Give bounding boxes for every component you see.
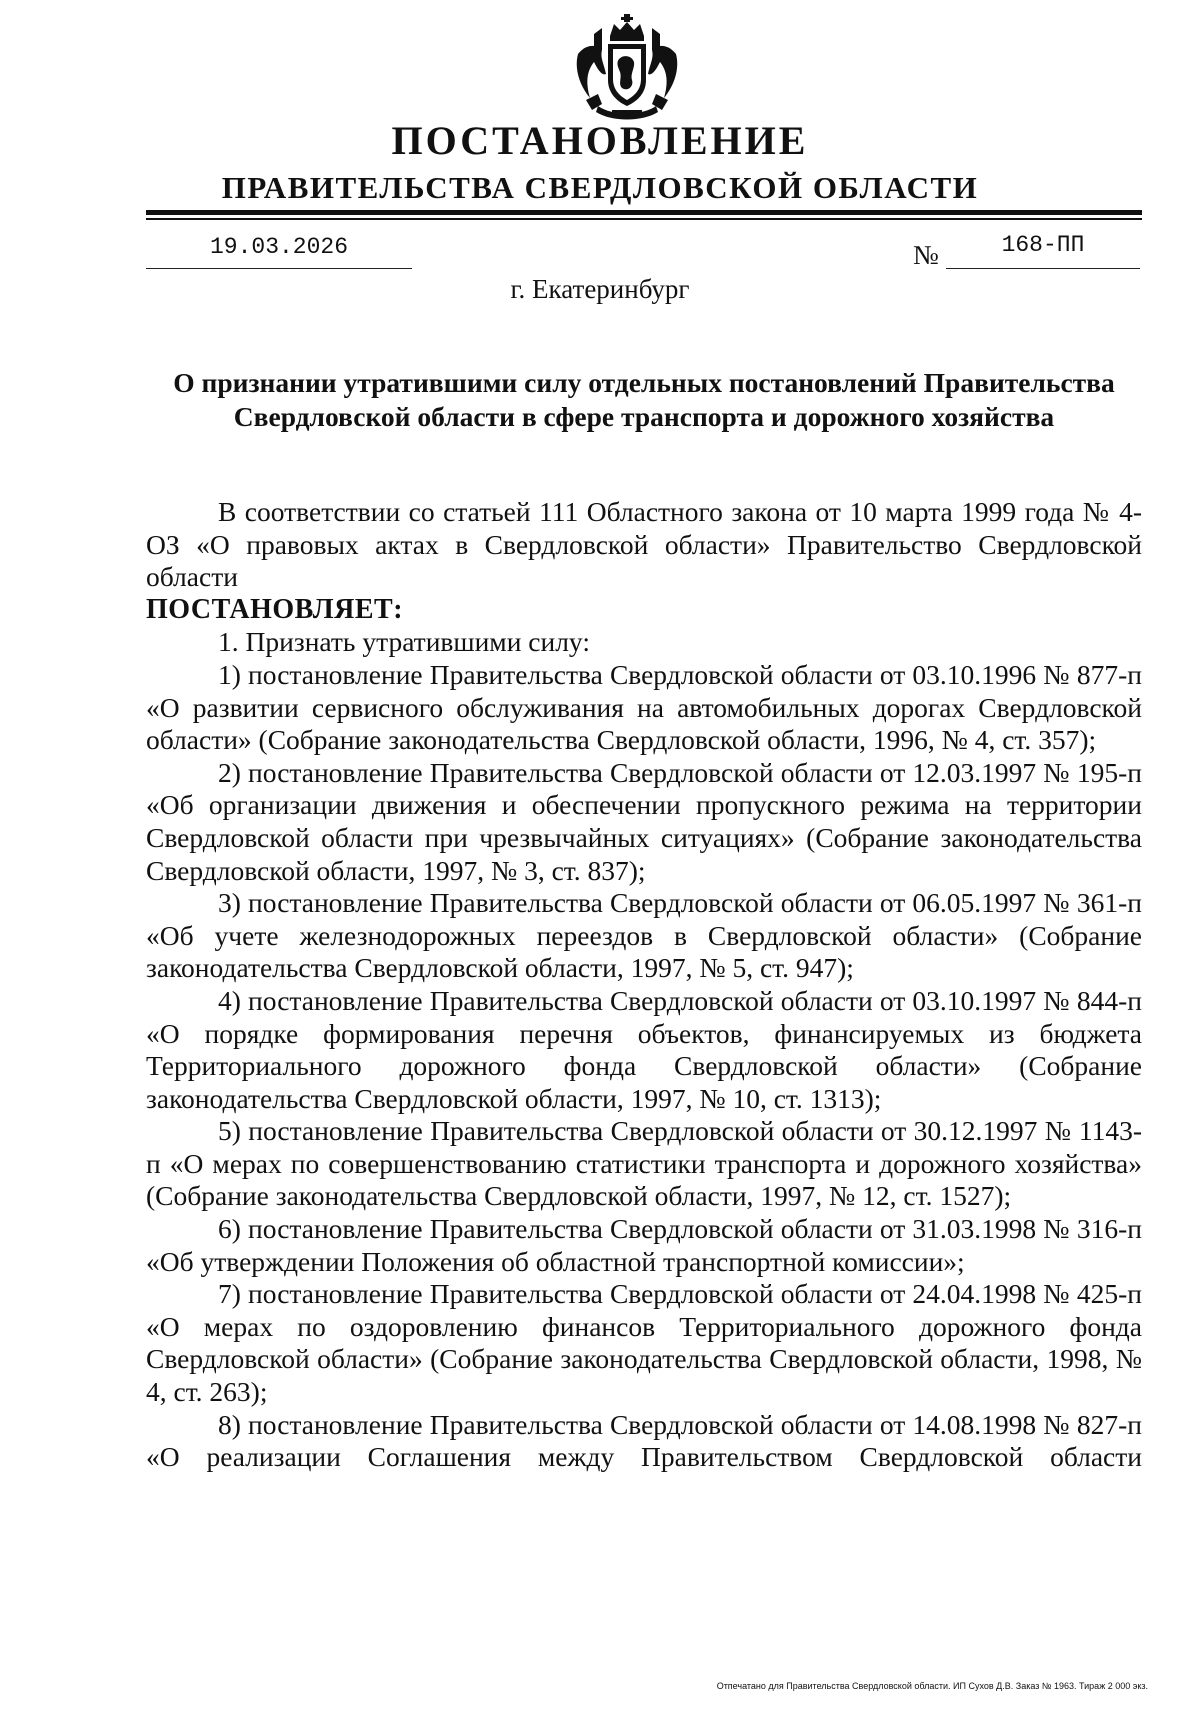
number-sign: №	[913, 240, 939, 270]
header-divider-thin	[146, 218, 1142, 220]
document-city: г. Екатеринбург	[510, 274, 690, 304]
document-kind: ПОСТАНОВЛЕНИЕ	[391, 118, 809, 163]
list-item: 6) постановление Правительства Свердловской области от 31.03.1998 № 316-п «Об утверждении Положения об областной транспортной комиссии»;	[146, 1213, 1142, 1277]
list-item: 8) постановление Правительства Свердловской области от 14.08.1998 № 827-п «О реализации Соглашения между Правительством Свердловской области	[146, 1408, 1142, 1473]
list-item: 3) постановление Правительства Свердловской области от 06.05.1997 № 361-п «Об учете железнодорожных переездов в Свердловской области» (Собрание законодательства Свердловской области, 1997, № 5, ст. 947);	[146, 887, 1142, 984]
list-item: 7) постановление Правительства Свердловской области от 24.04.1998 № 425-п «О мерах по оздоровлению финансов Территориального дорожного фонда Свердловской области» (Собрание законодательства Свердловской области, 1998, № 4, ст. 263);	[146, 1278, 1142, 1408]
clause-1: 1. Признать утратившими силу:	[218, 626, 590, 658]
document-date: 19.03.2026	[146, 232, 412, 269]
document-title: О признании утратившими силу отдельных постановлений Правительства Свердловской области в сфере транспорта и дорожного хозяйства	[173, 367, 1115, 432]
list-item: 1) постановление Правительства Свердловской области от 03.10.1996 № 877-п «О развитии сервисного обслуживания на автомобильных дорогах Свердловской области» (Собрание законодательства Свердловской области, 1996, № 4, ст. 357);	[146, 658, 1142, 756]
resolves-heading: ПОСТАНОВЛЯЕТ:	[146, 593, 404, 625]
header-divider-thick	[146, 210, 1142, 215]
preamble-paragraph: В соответствии со статьей 111 Областного закона от 10 марта 1999 года № 4-ОЗ «О правовых актах в Свердловской области» Правительство Свердловской области	[146, 496, 1142, 593]
print-imprint: Отпечатано для Правительства Свердловской области. ИП Сухов Д.В. Заказ № 1963. Тираж 2 000 экз.	[716, 1681, 1148, 1691]
coat-of-arms-icon	[572, 14, 682, 122]
list-item: 4) постановление Правительства Свердловской области от 03.10.1997 № 844-п «О порядке формирования перечня объектов, финансируемых из бюджета Территориального дорожного фонда Свердловской области» (Собрание законодательства Свердловской области, 1997, № 10, ст. 1313);	[146, 984, 1142, 1114]
document-issuer: ПРАВИТЕЛЬСТВА СВЕРДЛОВСКОЙ ОБЛАСТИ	[221, 170, 979, 205]
list-item: 5) постановление Правительства Свердловской области от 30.12.1997 № 1143-п «О мерах по совершенствованию статистики транспорта и дорожного хозяйства» (Собрание законодательства Свердловской области, 1997, № 12, ст. 1527);	[146, 1115, 1142, 1212]
list-item: 2) постановление Правительства Свердловской области от 12.03.1997 № 195-п «Об организации движения и обеспечении пропускного режима на территории Свердловской области при чрезвычайных ситуациях» (Собрание законодательства Свердловской области, 1997, № 3, ст. 837);	[146, 756, 1142, 886]
document-number: 168-ПП	[946, 232, 1140, 269]
document-body	[146, 496, 1142, 1474]
